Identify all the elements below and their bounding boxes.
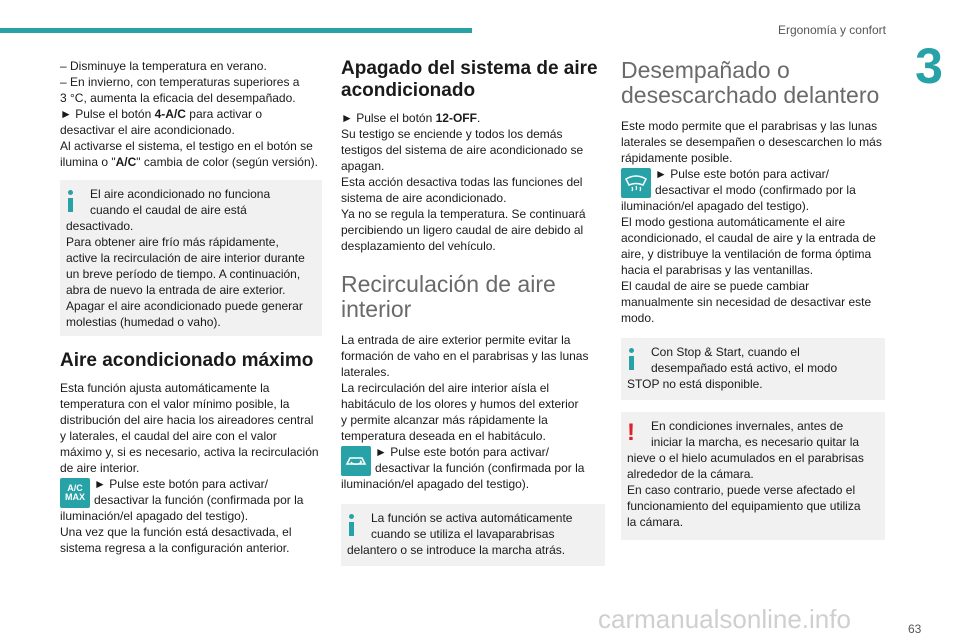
text-line: – En invierno, con temperaturas superiores a	[60, 75, 300, 89]
info-icon	[629, 348, 634, 370]
info-note: La función se activa automáticamente cuando se utiliza el lavaparabrisas delantero o se introduce la marcha atrás.	[341, 504, 605, 566]
chapter-number: 3	[898, 42, 960, 90]
warning-icon: !	[627, 419, 635, 446]
defog-instruction: ► Pulse este botón para activar/ desactivar el modo (confirmado por la	[621, 166, 885, 198]
text-line: desactivar el aire acondicionado.	[60, 123, 235, 137]
text-line: 3 °C, aumenta la eficacia del desempañado.	[60, 91, 296, 105]
heading-ac-off: Apagado del sistema de aire acondicionado	[341, 58, 598, 101]
column-3: Desempañado o desescarchado delantero Este modo permite que el parabrisas y las lunas laterales se desempañen o desescarchen lo más rápidamente posible. ► Pulse este botón para activar/ desactivar el modo (confirmado por la iluminación/el apagado del testigo). El modo gestiona automáticamente el aire acondicionado, el caudal de aire y la entrada de aire, y distribuye la ventilación de forma óptima hacia el parabrisas y las ventanillas. El caudal de aire se puede cambiar manualmente sin necesidad de desactivar este modo. Con Stop & Start, cuando el desempañado está activo, el modo STOP no está disponible. ! En condiciones invernales, antes de iniciar la marcha, es necesario quitar la nieve o el hielo acumulados en el parabrisas alrededor de la cámara. En caso contrario, puede verse afectado el funcionamiento del equipamiento que utiliza la cámara.	[621, 58, 885, 548]
info-note: Con Stop & Start, cuando el desempañado está activo, el modo STOP no está disponible.	[621, 338, 885, 400]
heading-defog: Desempañado o desescarchado delantero	[621, 57, 880, 108]
column-1: – Disminuye la temperatura en verano. – En invierno, con temperaturas superiores a 3 °C, aumenta la eficacia del desempañado. ► Pulse el botón 4-A/C para activar o desactivar el aire acondicionado. Al activarse el sistema, el testigo en el botón se ilumina o "A/C" cambia de color (según versión). El aire acondicionado no funciona cuando el caudal de aire está desactivado. Para obtener aire frío más rápidamente, active la recirculación de aire interior durante un breve período de tiempo. A continuación, abra de nuevo la entrada de aire exterior. Apagar el aire acondicionado puede generar molestias (humedad o vaho). Aire acondicionado máximo Esta función ajusta automáticamente la temperatura con el valor mínimo posible, la distribución del aire hacia los aireadores central y laterales, el caudal del aire con el valor máximo y, si es necesario, activa la recirculación de aire interior. A/C MAX ► Pulse este botón para activar/ desactivar la función (confirmada por la iluminación/el apagado del testigo). Una vez que la función está desactivada, el sistema regresa a la configuración anterior.	[60, 58, 322, 556]
text-line: – Disminuye la temperatura en verano.	[60, 59, 267, 73]
ac-max-icon: A/C MAX	[60, 478, 90, 508]
info-icon	[349, 514, 354, 536]
info-icon	[68, 190, 73, 212]
max-ac-instruction: A/C MAX ► Pulse este botón para activar/ desactivar la función (confirmada por la	[60, 476, 322, 508]
column-2: Apagado del sistema de aire acondicionado ► Pulse el botón 12-OFF. Su testigo se enciende y todos los demás testigos del sistema de aire acondicionado se apagan. Esta acción desactiva todas las funciones del sistema de aire acondicionado. Ya no se regula la temperatura. Se continuará percibiendo un ligero caudal de aire debido al desplazamiento del vehículo. Recirculación de aire interior La entrada de aire exterior permite evitar la formación de vaho en el parabrisas y las lunas laterales. La recirculación del aire interior aísla el habitáculo de los olores y humos del exterior y permite alcanzar más rápidamente la temperatura deseada en el habitáculo. ► Pulse este botón para activar/ desactivar la función (confirmada por la iluminación/el apagado del testigo). La función se activa automáticamente cuando se utiliza el lavaparabrisas delantero o se introduce la marcha atrás.	[341, 58, 605, 574]
heading-max-ac: Aire acondicionado máximo	[60, 350, 314, 371]
watermark: carmanualsonline.info	[598, 604, 851, 634]
text-line: Al activarse el sistema, el testigo en el botón se	[60, 139, 313, 153]
info-note: El aire acondicionado no funciona cuando el caudal de aire está desactivado. Para obtener aire frío más rápidamente, active la recirculación de aire interior durante un breve período de tiempo. A continuación, abra de nuevo la entrada de aire exterior. Apagar el aire acondicionado puede generar molestias (humedad o vaho).	[60, 180, 322, 336]
section-title: Ergonomía y confort	[777, 23, 886, 37]
text-line: ilumina o "A/C" cambia de color (según versión).	[60, 155, 318, 169]
warning-note: ! En condiciones invernales, antes de iniciar la marcha, es necesario quitar la nieve o el hielo acumulados en el parabrisas alrededor de la cámara. En caso contrario, puede verse afectado el funcionamiento del equipamiento que utiliza la cámara.	[621, 412, 885, 540]
recirculation-icon	[341, 446, 371, 476]
text-line: ► Pulse el botón 4-A/C para activar o	[60, 107, 262, 121]
page-number: 63	[908, 622, 922, 636]
recirculation-instruction: ► Pulse este botón para activar/ desactivar la función (confirmada por la	[341, 444, 605, 476]
windshield-defrost-icon	[621, 168, 651, 198]
heading-recirculation: Recirculación de aire interior	[341, 271, 556, 322]
top-accent-bar	[0, 28, 472, 33]
